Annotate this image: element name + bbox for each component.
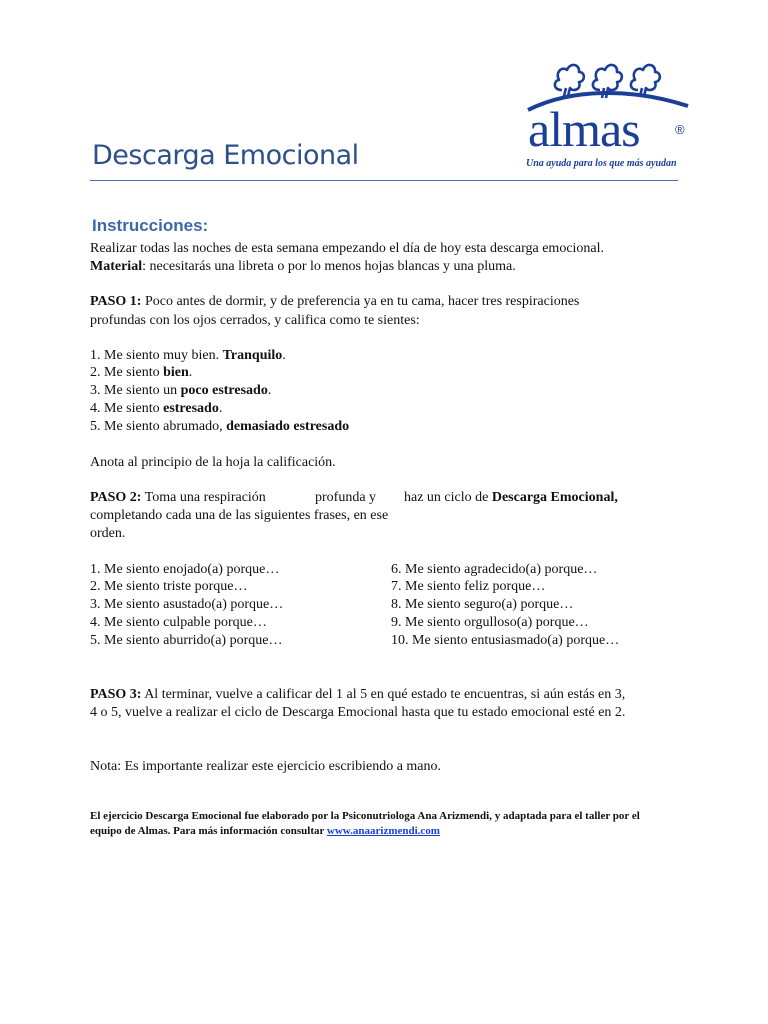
logo-tagline: Una ayuda para los que más ayudan [526,158,677,169]
paso1-item: 3. Me siento un poco estresado. [90,383,272,398]
nota: Nota: Es importante realizar este ejercicio escribiendo a mano. [90,759,442,774]
instructions-heading: Instrucciones: [92,216,209,235]
paso2-left-item: 1. Me siento enojado(a) porque… [90,562,280,577]
paso2-line3: orden. [90,526,126,541]
paso1-item: 4. Me siento estresado. [90,401,223,416]
material-line [90,258,516,276]
paso2-left-item: 4. Me siento culpable porque… [90,615,267,630]
paso2-right-item: 9. Me siento orgulloso(a) porque… [391,615,589,630]
material-label: Material [90,259,143,274]
title-divider [90,180,678,181]
footer-credit-line1: El ejercicio Descarga Emocional fue elaborado por la Psiconutriologa Ana Arizmendi, y adaptada para el taller por el [90,810,640,822]
paso2-right-item: 6. Me siento agradecido(a) porque… [391,562,598,577]
registered-mark: ® [675,122,685,137]
paso3-label: PASO 3: [90,687,142,702]
paso2-line1: PASO 2: Toma una respiración [90,490,266,505]
paso1-line1 [90,293,579,311]
paso1-item: 5. Me siento abrumado, demasiado estresado [90,419,350,434]
author-website-link[interactable]: www.anaarizmendi.com [326,825,440,837]
paso3-line1: PASO 3: Al terminar, vuelve a calificar del 1 al 5 en qué estado te encuentras, si aún estás en 3, [90,687,626,702]
paso2-line2: completando cada una de las siguientes frases, en ese [90,508,389,523]
paso1-note: Anota al principio de la hoja la calificación. [90,455,336,470]
page-title: Descarga Emocional [92,140,359,171]
instructions-line: Realizar todas las noches de esta semana empezando el día de hoy esta descarga emocional. [90,241,605,256]
paso2-label: PASO 2: [90,490,142,505]
paso1-item: 2. Me siento bien. [90,365,193,380]
material-text: : necesitarás una libreta o por lo menos hojas blancas y una pluma. [142,259,516,274]
paso2-left-item: 3. Me siento asustado(a) porque… [90,597,284,612]
paso2-right-item: 7. Me siento feliz porque… [391,579,546,594]
footer-credit-line2: equipo de Almas. Para más información consultar www.anaarizmendi.com [90,825,440,837]
paso2-line1-b: profunda y [315,490,377,505]
paso3-line2: 4 o 5, vuelve a realizar el ciclo de Descarga Emocional hasta que tu estado emocional esté en 2. [90,705,626,720]
paso2-right-item: 10. Me siento entusiasmado(a) porque… [391,633,620,648]
logo-wordmark: almas [528,101,640,157]
paso2-left-item: 2. Me siento triste porque… [90,579,248,594]
paso1-text: Poco antes de dormir, y de preferencia ya en tu cama, hacer tres respiraciones [141,294,580,309]
paso1-label: PASO 1: [90,294,142,309]
almas-logo [522,52,692,172]
paso2-right-item: 8. Me siento seguro(a) porque… [391,597,574,612]
paso2-left-item: 5. Me siento aburrido(a) porque… [90,633,283,648]
paso1-line2: profundas con los ojos cerrados, y califica como te sientes: [90,313,420,328]
paso1-item: 1. Me siento muy bien. Tranquilo. [90,348,286,363]
paso2-line1-c: haz un ciclo de Descarga Emocional, [404,490,618,505]
